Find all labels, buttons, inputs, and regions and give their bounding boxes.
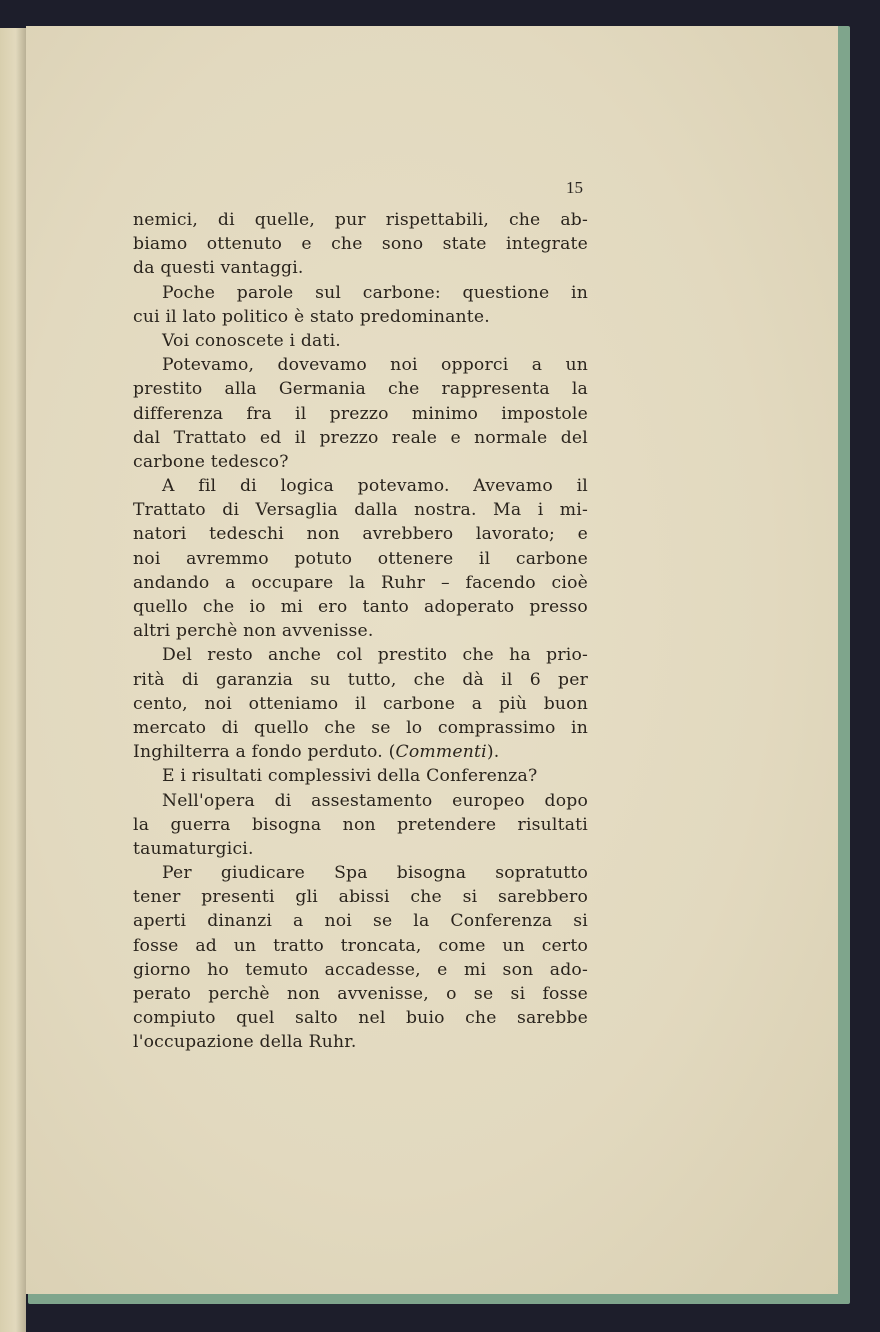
text-line-content: quello che io mi ero tanto adoperato presso [133, 597, 588, 617]
text-line-content: Potevamo, dovevamo noi opporci a un [162, 355, 588, 376]
text-line [133, 377, 588, 401]
text-line [133, 1030, 588, 1054]
text-line [133, 643, 588, 667]
text-line [133, 668, 588, 692]
text-line [133, 474, 588, 498]
text-line-content: compiuto quel salto nel buio che sarebbe [133, 1008, 588, 1029]
page-number: 15 [566, 178, 583, 197]
text-line-content: biamo ottenuto e che sono state integrate [133, 234, 588, 255]
text-line-content: altri perchè non avvenisse. [133, 621, 374, 642]
text-line-content: Inghilterra a fondo perduto. ( [133, 742, 396, 763]
facing-page-edge [0, 28, 26, 1332]
text-line-content: Trattato di Versaglia dalla nostra. Ma i mi- [133, 500, 588, 521]
text-line [133, 329, 588, 353]
text-line-content: tener presenti gli abissi che si sarebbero [133, 887, 588, 908]
text-line [133, 958, 588, 982]
text-line-content: mercato di quello che se lo comprassimo in [133, 717, 588, 738]
text-line [133, 619, 588, 643]
text-line-content: giorno ho temuto accadesse, e mi son ado- [133, 959, 588, 980]
text-line [133, 934, 588, 958]
text-line-content: andando a occupare la Ruhr – facendo cioè [133, 572, 588, 593]
text-line-content: A fil di logica potevamo. Avevamo il [162, 476, 588, 497]
text-line [133, 402, 588, 426]
text-line [133, 861, 588, 885]
text-line-content: fosse ad un tratto troncata, come un certo [133, 935, 588, 956]
text-line-content: carbone tedesco? [133, 451, 289, 472]
text-line [133, 909, 588, 933]
text-line [133, 498, 588, 522]
text-line-content: differenza fra il prezzo minimo impostole [133, 403, 588, 424]
text-line-content: Voi conoscete i dati. [162, 330, 341, 351]
text-line [133, 426, 588, 450]
text-line-content: Poche parole sul carbone: questione in [162, 282, 588, 303]
text-line [133, 740, 588, 764]
text-line-content: Del resto anche col prestito che ha prio- [162, 645, 588, 666]
text-line [133, 232, 588, 256]
text-line [133, 692, 588, 716]
text-line-content: la guerra bisogna non pretendere risultati [133, 814, 588, 835]
text-line [133, 256, 588, 280]
text-line-content: nemici, di quelle, pur rispettabili, che ab- [133, 210, 588, 230]
text-line [133, 789, 588, 813]
text-line-content: noi avremmo potuto ottenere il carbone [133, 548, 588, 569]
text-line [133, 281, 588, 305]
text-line-tail: ). [486, 742, 500, 763]
text-line [133, 522, 588, 546]
text-line-content: E i risultati complessivi della Conferenza? [162, 766, 538, 787]
text-line [133, 885, 588, 909]
text-line-content: aperti dinanzi a noi se la Conferenza si [133, 911, 588, 932]
text-line [133, 353, 588, 377]
text-line [133, 571, 588, 595]
text-line [133, 813, 588, 837]
text-line [133, 595, 588, 619]
text-line [133, 450, 588, 474]
text-line-content: l'occupazione della Ruhr. [133, 1032, 357, 1053]
text-line-content: dal Trattato ed il prezzo reale e normale del [133, 427, 588, 448]
body-text [133, 208, 588, 1055]
text-line-content: da questi vantaggi. [133, 258, 304, 279]
text-line-content: Nell'opera di assestamento europeo dopo [162, 790, 588, 811]
text-line-content: natori tedeschi non avrebbero lavorato; e [133, 524, 588, 545]
text-line-content: perato perchè non avvenisse, o se si fosse [133, 984, 588, 1004]
text-line [133, 716, 588, 740]
text-line-content: rità di garanzia su tutto, che dà il 6 per [133, 669, 588, 690]
text-line-content: taumaturgici. [133, 838, 254, 859]
text-line-content: cento, noi otteniamo il carbone a più buon [133, 693, 588, 714]
italic-remark: Commenti [395, 742, 487, 763]
text-line [133, 208, 588, 232]
text-line-content: cui il lato politico è stato predominante. [133, 306, 490, 327]
text-line-content: prestito alla Germania che rappresenta la [133, 379, 588, 400]
text-line [133, 837, 588, 861]
text-line [133, 547, 588, 571]
text-line [133, 764, 588, 788]
text-line [133, 1006, 588, 1030]
text-line [133, 305, 588, 329]
text-line-content: Per giudicare Spa bisogna sopratutto [162, 863, 588, 884]
text-line [133, 982, 588, 1006]
